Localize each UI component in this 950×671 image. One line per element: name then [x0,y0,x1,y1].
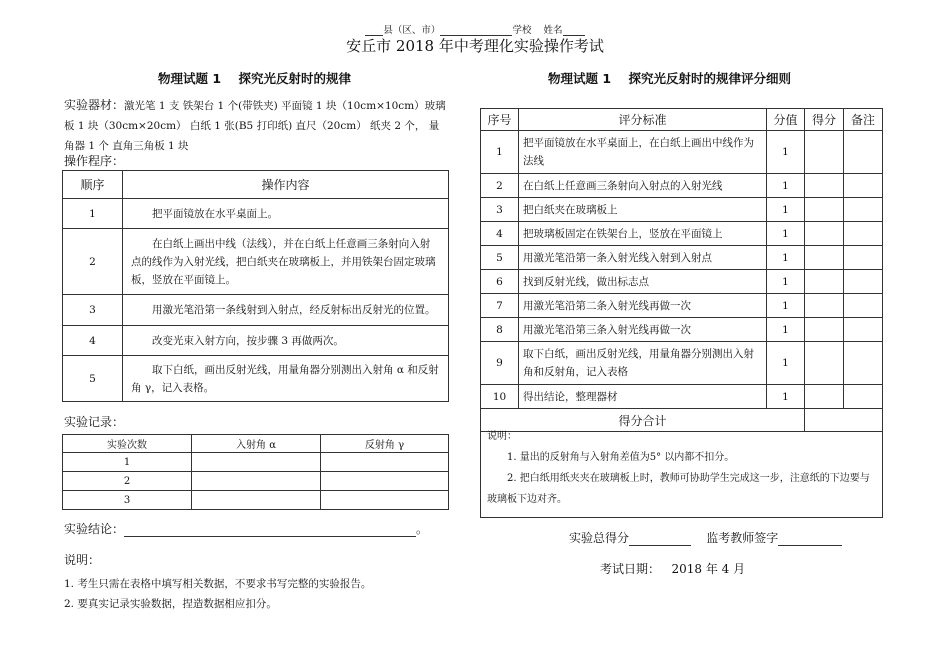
county-label: 县（区、市） [383,25,441,36]
points-value: 1 [767,222,805,246]
step-text: 取下白纸，画出反射光线，用量角器分别测出入射角 α 和反射角 γ，记入表格。 [123,356,449,402]
table-row [481,222,883,246]
criteria-text: 把白纸夹在玻璃板上 [519,198,767,222]
step-number: 5 [63,356,123,402]
exam-title: 安丘市 2018 年中考理化实验操作考试 [346,37,604,55]
record-header-reflection: 反射角 γ [321,435,449,453]
table-row [481,342,883,385]
total-score-blank[interactable] [629,533,691,546]
table-row [63,453,449,472]
table-row [481,385,883,409]
grading-header-points: 分值 [767,109,805,131]
record-label: 实验记录： [64,415,125,429]
table-row [63,491,449,510]
criteria-text: 找到反射光线，做出标志点 [519,270,767,294]
criteria-text: 把玻璃板固定在铁架台上，竖放在平面镜上 [519,222,767,246]
table-row [63,229,449,295]
right-note-item: 1. 量出的反射角与入射角差值为5° 以内都不扣分。 [507,452,735,463]
points-value: 1 [767,318,805,342]
score-cell[interactable] [805,294,844,318]
step-number: 3 [63,295,123,326]
record-header-trial: 实验次数 [63,435,192,453]
header-fill-line [0,22,950,36]
step-text: 把平面镜放在水平桌面上。 [123,199,449,229]
conclusion [64,520,428,537]
materials-text: 激光笔 1 支 铁架台 1 个(带铁夹) 平面镜 1 块（10cm×10cm）玻璃板 1 块（30cm×20cm） 白纸 1 张(B5 打印纸) 直尺（20cm） 纸夹 2 个， 量角器 1 个 直角三角板 1 块 [64,100,446,152]
score-cell[interactable] [805,246,844,270]
materials [64,95,449,156]
step-number: 1 [63,199,123,229]
right-note-item: 2. 把白纸用纸夹夹在玻璃板上时，教师可协助学生完成这一步，注意纸的下边要与玻璃板下边对齐。 [487,473,870,505]
procedure-header-content: 操作内容 [123,171,449,199]
procedure-label: 操作程序： [64,154,125,168]
points-value: 1 [767,294,805,318]
exam-date-label: 考试日期： [600,562,661,576]
row-number: 2 [481,174,519,198]
points-value: 1 [767,342,805,385]
remarks-cell[interactable] [844,294,883,318]
grading-header-no: 序号 [481,109,519,131]
step-number: 2 [63,229,123,295]
grading-header-criteria: 评分标准 [519,109,767,131]
score-cell[interactable] [805,342,844,385]
teacher-signature-blank[interactable] [778,533,842,546]
table-row [481,131,883,174]
conclusion-end: 。 [416,522,429,536]
criteria-text: 用激光笔沿第三条入射光线再做一次 [519,318,767,342]
score-cell[interactable] [805,131,844,174]
step-number: 4 [63,326,123,356]
row-number: 5 [481,246,519,270]
step-text: 改变光束入射方向，按步骤 3 再做两次。 [123,326,449,356]
remarks-cell[interactable] [844,246,883,270]
step-text: 在白纸上画出中线（法线），并在白纸上任意画三条射向入射点的线作为入射光线，把白纸夹在玻璃板上，并用铁架台固定玻璃板，竖放在平面镜上。 [123,229,449,295]
left-notes-label: 说明： [64,553,101,567]
incidence-cell[interactable] [192,472,321,491]
table-row [63,472,449,491]
table-row [481,294,883,318]
row-number: 6 [481,270,519,294]
record-header-incidence: 入射角 α [192,435,321,453]
remarks-cell[interactable] [844,385,883,409]
score-cell[interactable] [805,385,844,409]
criteria-text: 取下白纸，画出反射光线，用量角器分别测出入射角和反射角，记入表格 [519,342,767,385]
points-value: 1 [767,131,805,174]
criteria-text: 在白纸上任意画三条射向入射点的入射光线 [519,174,767,198]
points-value: 1 [767,174,805,198]
step-text: 用激光笔沿第一条线射到入射点，经反射标出反射光的位置。 [123,295,449,326]
criteria-text: 用激光笔沿第二条入射光线再做一次 [519,294,767,318]
score-cell[interactable] [805,222,844,246]
remarks-cell[interactable] [844,342,883,385]
table-row [63,326,449,356]
score-cell[interactable] [805,318,844,342]
table-row [63,199,449,229]
reflection-cell[interactable] [321,472,449,491]
left-note-item: 2. 要真实记录实验数据，捏造数据相应扣分。 [64,598,277,610]
left-notes [64,550,371,614]
materials-label: 实验器材： [64,98,125,112]
remarks-cell[interactable] [844,222,883,246]
conclusion-blank[interactable] [124,524,416,537]
procedure-header-order: 顺序 [63,171,123,199]
table-row [481,174,883,198]
points-value: 1 [767,385,805,409]
remarks-cell[interactable] [844,270,883,294]
remarks-cell[interactable] [844,198,883,222]
incidence-cell[interactable] [192,491,321,510]
teacher-signature-label: 监考教师签字 [706,531,779,545]
exam-date [600,560,745,577]
right-notes-label: 说明： [487,431,517,442]
reflection-cell[interactable] [321,491,449,510]
table-row [481,318,883,342]
table-row [63,295,449,326]
record-table [62,434,449,510]
procedure-table [62,170,449,402]
trial-number: 3 [63,491,192,510]
reflection-cell[interactable] [321,453,449,472]
trial-number: 2 [63,472,192,491]
left-title: 物理试题 1 探究光反射时的规律 [158,71,351,86]
table-row [63,356,449,402]
criteria-text: 得出结论，整理器材 [519,385,767,409]
row-number: 10 [481,385,519,409]
total-score-label: 实验总得分 [569,531,630,545]
grading-table [480,108,883,432]
table-row [481,246,883,270]
row-number: 9 [481,342,519,385]
table-row [481,270,883,294]
remarks-cell[interactable] [844,318,883,342]
points-value: 1 [767,270,805,294]
row-number: 3 [481,198,519,222]
trial-number: 1 [63,453,192,472]
score-cell[interactable] [805,174,844,198]
name-label: 姓名 [543,25,563,36]
score-cell[interactable] [805,270,844,294]
row-number: 4 [481,222,519,246]
table-row [481,198,883,222]
exam-date-value: 2018 年 4 月 [671,562,746,576]
grading-header-score: 得分 [805,109,844,131]
right-title: 物理试题 1 探究光反射时的规律评分细则 [548,71,791,86]
criteria-text: 用激光笔沿第一条入射光线入射到入射点 [519,246,767,270]
left-note-item: 1. 考生只需在表格中填写相关数据，不要求书写完整的实验报告。 [64,578,372,590]
grading-header-remarks: 备注 [844,109,883,131]
school-label: 学校 [512,25,532,36]
points-value: 1 [767,246,805,270]
total-label: 得分合计 [481,409,805,432]
row-number: 7 [481,294,519,318]
incidence-cell[interactable] [192,453,321,472]
conclusion-label: 实验结论： [64,522,125,536]
points-value: 1 [767,198,805,222]
row-number: 8 [481,318,519,342]
row-number: 1 [481,131,519,174]
right-notes [480,424,883,518]
remarks-cell[interactable] [844,174,883,198]
score-signature-line [569,529,842,546]
criteria-text: 把平面镜放在水平桌面上，在白纸上画出中线作为法线 [519,131,767,174]
score-cell[interactable] [805,198,844,222]
remarks-cell[interactable] [844,131,883,174]
